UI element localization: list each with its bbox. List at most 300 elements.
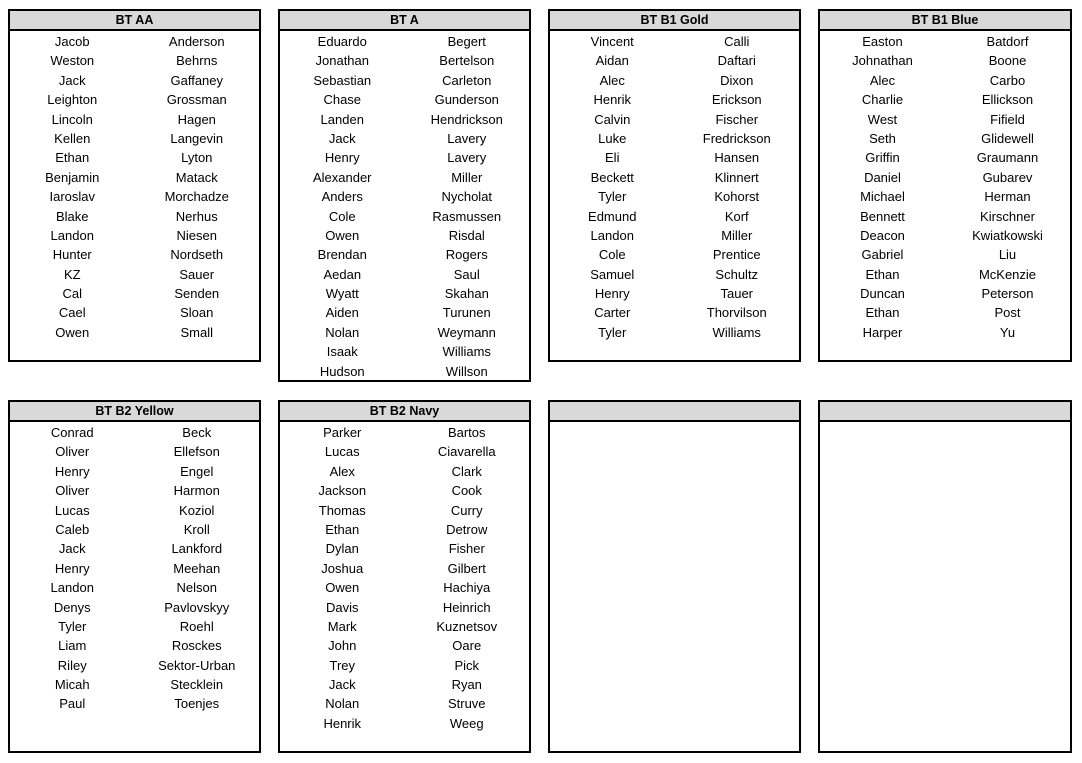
team-header: BT B1 Gold: [550, 11, 799, 31]
player-row: [10, 303, 259, 322]
player-row: [280, 51, 529, 70]
player-row: [10, 636, 259, 655]
player-last-name: Korf: [724, 208, 749, 224]
player-first-name: Landon: [50, 227, 94, 243]
player-first-name: Nolan: [325, 696, 360, 712]
player-last-name: Turunen: [442, 305, 491, 321]
player-last-name: Fisher: [448, 541, 485, 557]
player-last-name: Gubarev: [982, 169, 1033, 185]
player-first-name: Caleb: [55, 521, 90, 537]
player-first-name: Tyler: [598, 189, 627, 205]
player-last-name: Senden: [174, 286, 220, 302]
player-row: [10, 501, 259, 520]
player-row: [10, 284, 259, 303]
player-row: [820, 129, 1070, 148]
player-row: [280, 32, 529, 51]
player-row: [280, 636, 529, 655]
player-row: [280, 129, 529, 148]
player-last-name: Boone: [988, 53, 1027, 69]
player-last-name: Niesen: [176, 227, 217, 243]
player-first-name: Nolan: [325, 324, 360, 340]
player-last-name: Ellickson: [981, 92, 1034, 108]
roster: [550, 422, 799, 423]
player-first-name: Anders: [321, 189, 363, 205]
player-last-name: Harmon: [173, 483, 220, 499]
player-row: [550, 110, 799, 129]
player-first-name: Aidan: [595, 53, 629, 69]
player-first-name: Jacob: [54, 34, 90, 49]
player-row: [10, 423, 259, 442]
roster: [280, 422, 529, 733]
player-row: [820, 265, 1070, 284]
team-panel-bt-a: [278, 9, 531, 382]
player-first-name: Henrik: [593, 92, 632, 108]
player-row: [280, 303, 529, 322]
player-row: [280, 539, 529, 558]
player-first-name: Carter: [594, 305, 631, 321]
player-row: [280, 187, 529, 206]
player-last-name: Nycholat: [441, 189, 493, 205]
player-row: [280, 423, 529, 442]
player-row: [280, 323, 529, 342]
player-first-name: Bennett: [860, 208, 905, 224]
player-last-name: Miller: [721, 227, 753, 243]
player-last-name: Sauer: [179, 266, 215, 282]
player-first-name: Vincent: [590, 34, 634, 49]
player-row: [280, 462, 529, 481]
player-first-name: Dylan: [325, 541, 359, 557]
player-last-name: Bertelson: [439, 53, 495, 69]
player-first-name: Thomas: [318, 502, 366, 518]
player-last-name: Gilbert: [447, 560, 486, 576]
team-panel-bt-b1-blue: [818, 9, 1072, 362]
player-row: [280, 110, 529, 129]
player-row: [550, 323, 799, 342]
player-row: [10, 265, 259, 284]
player-first-name: Michael: [860, 189, 905, 205]
player-row: [10, 148, 259, 167]
player-first-name: Paul: [59, 696, 86, 712]
player-row: [550, 129, 799, 148]
player-last-name: Meehan: [173, 560, 221, 576]
player-row: [280, 342, 529, 361]
player-row: [10, 71, 259, 90]
player-first-name: Harper: [862, 324, 903, 340]
player-first-name: Wyatt: [325, 286, 359, 302]
team-header: BT B2 Navy: [280, 402, 529, 422]
player-first-name: West: [867, 111, 898, 127]
player-row: [820, 284, 1070, 303]
player-last-name: Nerhus: [175, 208, 218, 224]
player-last-name: Thorvilson: [706, 305, 767, 321]
player-last-name: Prentice: [712, 247, 761, 263]
player-row: [10, 442, 259, 461]
player-first-name: Alexander: [312, 169, 372, 185]
team-header: BT AA: [10, 11, 259, 31]
player-first-name: Aedan: [323, 266, 362, 282]
player-first-name: Owen: [325, 580, 360, 596]
player-row: [280, 442, 529, 461]
player-last-name: Langevin: [170, 130, 224, 146]
player-first-name: Conrad: [50, 425, 94, 440]
player-first-name: Isaak: [326, 344, 358, 360]
player-last-name: Bartos: [447, 425, 486, 440]
player-last-name: Engel: [180, 463, 214, 479]
player-first-name: Gabriel: [861, 247, 904, 263]
player-last-name: Struve: [447, 696, 486, 712]
roster: [10, 31, 259, 342]
player-first-name: Lucas: [54, 502, 90, 518]
player-first-name: Owen: [325, 227, 360, 243]
player-last-name: Miller: [451, 169, 483, 185]
player-row: [550, 245, 799, 264]
player-last-name: Dixon: [720, 72, 754, 88]
player-first-name: Tyler: [58, 618, 87, 634]
player-row: [280, 559, 529, 578]
player-last-name: Ryan: [451, 677, 482, 693]
player-first-name: Iaroslav: [49, 189, 96, 205]
player-row: [280, 656, 529, 675]
player-last-name: Lavery: [447, 150, 487, 166]
player-last-name: Rogers: [445, 247, 488, 263]
player-last-name: Morchadze: [164, 189, 229, 205]
player-last-name: Grossman: [166, 92, 227, 108]
player-last-name: McKenzie: [978, 266, 1037, 282]
roster: [820, 422, 1070, 423]
player-row: [550, 187, 799, 206]
team-panel-empty-2: [818, 400, 1072, 753]
player-row: [820, 245, 1070, 264]
player-row: [820, 168, 1070, 187]
player-first-name: Mark: [327, 618, 357, 634]
player-last-name: Gaffaney: [170, 72, 224, 88]
player-first-name: Jack: [58, 541, 86, 557]
player-row: [820, 226, 1070, 245]
player-first-name: Henrik: [323, 715, 362, 731]
player-first-name: Cole: [328, 208, 356, 224]
team-panel-bt-b2-yellow: [8, 400, 261, 753]
player-row: [280, 226, 529, 245]
player-last-name: Roehl: [179, 618, 214, 634]
player-last-name: Pavlovskyy: [164, 599, 230, 615]
player-last-name: Herman: [984, 189, 1031, 205]
player-last-name: Erickson: [711, 92, 762, 108]
player-row: [550, 71, 799, 90]
player-row: [820, 71, 1070, 90]
player-first-name: Lucas: [324, 444, 360, 460]
player-row: [550, 284, 799, 303]
player-last-name: Heinrich: [442, 599, 491, 615]
team-panel-bt-b1-gold: [548, 9, 801, 362]
player-first-name: Seth: [869, 130, 896, 146]
player-first-name: Leighton: [47, 92, 98, 108]
player-row: [820, 32, 1070, 51]
player-row: [550, 168, 799, 187]
player-row: [10, 462, 259, 481]
player-last-name: Sektor-Urban: [158, 657, 236, 673]
player-first-name: Easton: [862, 34, 903, 49]
player-last-name: Klinnert: [714, 169, 759, 185]
player-last-name: Skahan: [444, 286, 489, 302]
player-last-name: Ciavarella: [437, 444, 496, 460]
player-row: [10, 694, 259, 713]
player-first-name: Henry: [54, 463, 90, 479]
player-row: [10, 187, 259, 206]
player-first-name: Deacon: [860, 227, 905, 243]
player-first-name: Henry: [54, 560, 90, 576]
player-row: [820, 110, 1070, 129]
team-header: BT B2 Yellow: [10, 402, 259, 422]
player-last-name: Carleton: [442, 72, 492, 88]
player-first-name: Brendan: [317, 247, 367, 263]
player-row: [280, 481, 529, 500]
player-last-name: Fifield: [990, 111, 1025, 127]
player-first-name: Denys: [53, 599, 91, 615]
player-last-name: Lyton: [181, 150, 213, 166]
player-first-name: Ethan: [865, 305, 900, 321]
player-last-name: Risdal: [448, 227, 485, 243]
player-last-name: Liu: [998, 247, 1017, 263]
player-last-name: Clark: [451, 463, 482, 479]
player-first-name: Ethan: [55, 150, 90, 166]
team-header: BT A: [280, 11, 529, 31]
player-row: [10, 539, 259, 558]
player-first-name: Griffin: [865, 150, 900, 166]
player-row: [820, 90, 1070, 109]
player-last-name: Matack: [175, 169, 218, 185]
player-row: [10, 226, 259, 245]
player-last-name: Yu: [999, 324, 1016, 340]
player-row: [10, 323, 259, 342]
player-first-name: Eli: [605, 150, 620, 166]
player-last-name: Anderson: [168, 34, 225, 49]
player-last-name: Carbo: [989, 72, 1026, 88]
team-panel-bt-aa: [8, 9, 261, 362]
player-row: [10, 168, 259, 187]
player-row: [280, 694, 529, 713]
player-first-name: Weston: [50, 53, 95, 69]
player-last-name: Weymann: [437, 324, 496, 340]
player-last-name: Kirschner: [980, 208, 1035, 224]
player-first-name: Jack: [58, 72, 86, 88]
player-last-name: Hachiya: [443, 580, 491, 596]
player-row: [10, 578, 259, 597]
player-last-name: Stecklein: [170, 677, 224, 693]
player-last-name: Lankford: [171, 541, 223, 557]
team-header: BT B1 Blue: [820, 11, 1070, 31]
player-row: [280, 245, 529, 264]
player-last-name: Pick: [454, 657, 480, 673]
player-first-name: Sebastian: [313, 72, 372, 88]
player-row: [10, 245, 259, 264]
player-first-name: Edmund: [588, 208, 637, 224]
player-last-name: Graumann: [976, 150, 1039, 166]
player-row: [280, 617, 529, 636]
player-first-name: Alex: [329, 463, 355, 479]
player-first-name: Jackson: [318, 483, 367, 499]
player-row: [280, 501, 529, 520]
player-row: [10, 32, 259, 51]
player-first-name: Micah: [54, 677, 90, 693]
player-first-name: Alec: [599, 72, 625, 88]
player-last-name: Kwiatkowski: [972, 227, 1043, 243]
player-first-name: Hunter: [52, 247, 92, 263]
player-last-name: Ellefson: [173, 444, 220, 460]
roster: [280, 31, 529, 381]
player-row: [280, 71, 529, 90]
player-row: [10, 51, 259, 70]
player-last-name: Glidewell: [981, 130, 1034, 146]
player-first-name: Landon: [50, 580, 94, 596]
roster: [820, 31, 1070, 342]
player-row: [10, 207, 259, 226]
player-first-name: Jack: [328, 677, 356, 693]
player-first-name: Eduardo: [317, 34, 367, 49]
player-last-name: Nelson: [176, 580, 217, 596]
player-last-name: Peterson: [981, 286, 1034, 302]
player-last-name: Fredrickson: [702, 130, 771, 146]
player-row: [820, 148, 1070, 167]
player-row: [280, 362, 529, 381]
player-first-name: Calvin: [594, 111, 631, 127]
player-first-name: John: [328, 638, 357, 654]
player-first-name: Parker: [323, 425, 362, 440]
player-first-name: Blake: [55, 208, 89, 224]
player-first-name: Samuel: [590, 266, 635, 282]
player-last-name: Behrns: [176, 53, 218, 69]
player-first-name: Cole: [598, 247, 626, 263]
player-first-name: Charlie: [861, 92, 904, 108]
player-row: [820, 51, 1070, 70]
player-row: [280, 598, 529, 617]
player-first-name: Liam: [58, 638, 87, 654]
team-panel-empty-1: [548, 400, 801, 753]
player-last-name: Cook: [451, 483, 482, 499]
player-first-name: Ethan: [325, 521, 360, 537]
player-row: [550, 90, 799, 109]
player-first-name: Johnathan: [852, 53, 913, 69]
player-first-name: Hudson: [319, 363, 365, 379]
player-first-name: Henry: [324, 150, 360, 166]
player-row: [550, 148, 799, 167]
player-first-name: Luke: [598, 130, 627, 146]
team-header: [820, 402, 1070, 422]
player-last-name: Oare: [452, 638, 482, 654]
player-row: [280, 168, 529, 187]
player-row: [10, 520, 259, 539]
player-first-name: Riley: [57, 657, 87, 673]
player-last-name: Williams: [442, 344, 491, 360]
player-first-name: Beckett: [590, 169, 634, 185]
player-row: [820, 303, 1070, 322]
player-row: [280, 90, 529, 109]
player-last-name: Weeg: [449, 715, 484, 731]
player-row: [550, 51, 799, 70]
player-row: [550, 303, 799, 322]
player-last-name: Rosckes: [171, 638, 222, 654]
player-first-name: Landen: [320, 111, 364, 127]
player-last-name: Post: [994, 305, 1021, 321]
player-last-name: Sloan: [180, 305, 214, 321]
player-row: [820, 323, 1070, 342]
player-first-name: Benjamin: [45, 169, 100, 185]
player-first-name: Duncan: [860, 286, 905, 302]
roster: [10, 422, 259, 714]
player-row: [280, 520, 529, 539]
player-row: [10, 481, 259, 500]
player-row: [550, 207, 799, 226]
player-last-name: Nordseth: [170, 247, 224, 263]
player-last-name: Beck: [182, 425, 212, 440]
player-first-name: Alec: [869, 72, 896, 88]
player-last-name: Hansen: [714, 150, 760, 166]
player-first-name: Cal: [62, 286, 82, 302]
player-row: [820, 187, 1070, 206]
player-last-name: Fischer: [715, 111, 759, 127]
player-row: [550, 265, 799, 284]
player-first-name: Joshua: [321, 560, 364, 576]
player-last-name: Koziol: [179, 502, 215, 518]
player-first-name: Lincoln: [51, 111, 93, 127]
player-first-name: KZ: [63, 266, 81, 282]
player-last-name: Willson: [445, 363, 488, 379]
player-last-name: Saul: [453, 266, 480, 282]
player-first-name: Landon: [590, 227, 634, 243]
team-header: [550, 402, 799, 422]
player-first-name: Oliver: [55, 444, 90, 460]
player-last-name: Curry: [450, 502, 483, 518]
player-first-name: Owen: [55, 324, 90, 340]
player-last-name: Rasmussen: [432, 208, 502, 224]
player-last-name: Williams: [712, 324, 761, 340]
player-row: [280, 284, 529, 303]
player-last-name: Hendrickson: [430, 111, 503, 127]
player-last-name: Kohorst: [714, 189, 760, 205]
player-row: [280, 148, 529, 167]
player-first-name: Tyler: [598, 324, 627, 340]
player-row: [280, 714, 529, 733]
player-row: [10, 110, 259, 129]
player-last-name: Toenjes: [174, 696, 220, 712]
player-row: [280, 578, 529, 597]
team-panel-bt-b2-navy: [278, 400, 531, 753]
player-row: [10, 598, 259, 617]
player-row: [280, 207, 529, 226]
player-row: [10, 129, 259, 148]
player-first-name: Chase: [323, 92, 362, 108]
player-last-name: Detrow: [446, 521, 488, 537]
player-last-name: Begert: [447, 34, 486, 49]
player-last-name: Kroll: [183, 521, 210, 537]
player-first-name: Daniel: [864, 169, 901, 185]
player-first-name: Jack: [328, 130, 356, 146]
player-first-name: Davis: [325, 599, 359, 615]
player-row: [550, 226, 799, 245]
player-first-name: Oliver: [55, 483, 90, 499]
player-last-name: Gunderson: [434, 92, 499, 108]
player-row: [10, 656, 259, 675]
player-last-name: Kuznetsov: [436, 618, 498, 634]
player-first-name: Kellen: [54, 130, 91, 146]
player-first-name: Cael: [58, 305, 86, 321]
player-last-name: Hagen: [177, 111, 216, 127]
player-row: [10, 617, 259, 636]
player-last-name: Small: [180, 324, 213, 340]
player-last-name: Calli: [724, 34, 750, 49]
player-row: [10, 559, 259, 578]
player-last-name: Schultz: [715, 266, 759, 282]
player-row: [280, 265, 529, 284]
